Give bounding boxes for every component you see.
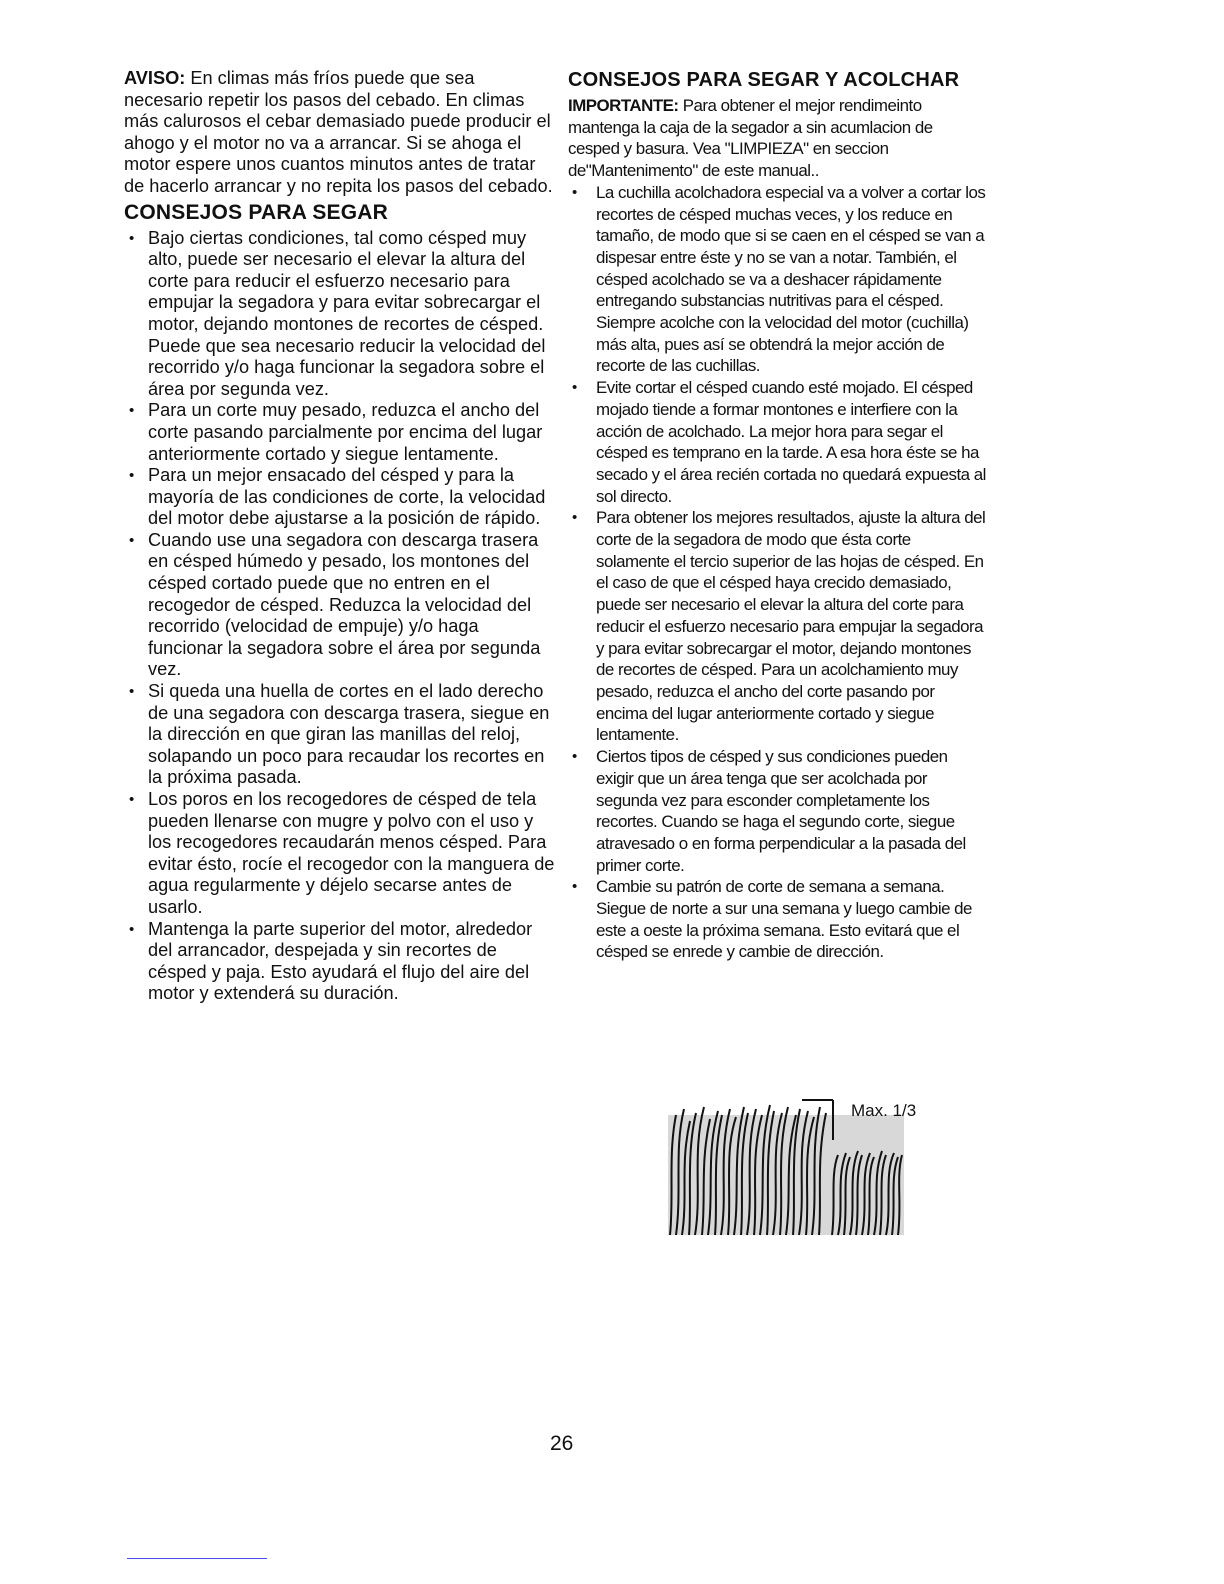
list-item: • Mantenga la parte superior del motor, alrededor del arrancador, despejada y sin recortes de césped y paja. Esto ayudará el flujo del aire del motor y extenderá su duración. bbox=[124, 919, 556, 1005]
mulching-tips-heading: CONSEJOS PARA SEGAR Y ACOLCHAR bbox=[568, 69, 960, 91]
important-paragraph bbox=[568, 95, 988, 182]
list-item: • Los poros en los recogedores de césped de tela pueden llenarse con mugre y polvo con el uso y los recogedores recaudarán menos césped. Para evitar ésto, rocíe el recogedor con la manguera de agua regularmente y déjelo secarse antes de usarlo. bbox=[124, 789, 556, 919]
list-item: • Cuando use una segadora con descarga trasera en césped húmedo y pesado, los montones del césped cortado puede que no entren en el recogedor de césped. Reduzca la velocidad del recorrido (velocidad de empuje) y/o haga funcionar la segadora sobre el área por segunda vez. bbox=[124, 530, 556, 681]
list-item: • Cambie su patrón de corte de semana a semana. Siegue de norte a sur una semana y luego cambie de este a oeste la próxima semana. Esto evitará que el césped se enrede y cambie de dirección. bbox=[568, 876, 988, 963]
list-item: • Bajo ciertas condiciones, tal como césped muy alto, puede ser necesario el elevar la altura del corte para reducir el esfuerzo necesario para empujar la segadora y para evitar sobrecargar el motor, dejando montones de recortes de césped. Puede que sea necesario reducir la velocidad del recorrido y/o haga funcionar la segadora sobre el área por segunda vez. bbox=[124, 228, 556, 401]
list-item: • Evite cortar el césped cuando esté mojado. El césped mojado tiende a formar montones e interfiere con la acción de acolchado. La mejor hora para segar el césped es temprano en la tarde. A esa hora éste se ha secado y el área recién cortada no quedará expuesta al sol directo. bbox=[568, 377, 988, 507]
list-item: • Ciertos tipos de césped y sus condiciones pueden exigir que un área tenga que ser acolchada por segunda vez para esconder completamente los recortes. Cuando se haga el segundo corte, siegue atravesado o en forma perpendicular a la pasada del primer corte. bbox=[568, 746, 988, 876]
mulching-tips-list bbox=[568, 182, 988, 963]
list-item: • Para un mejor ensacado del césped y para la mayoría de las condiciones de corte, la velocidad del motor debe ajustarse a la posición de rápido. bbox=[124, 465, 556, 530]
list-item: • La cuchilla acolchadora especial va a volver a cortar los recortes de césped muchas veces, y los reduce en tamaño, de modo que si se caen en el césped se van a dispesar entre éste y no se van a notar. También, el césped acolchado se va a deshacer rápidamente entregando substancias nutritivas para el césped. Siempre acolche con la velocidad del motor (cuchilla) más alta, pues así se obtendrá la mejor acción de recorte de las cuchillas. bbox=[568, 182, 988, 377]
max-one-third-label: Max. 1/3 bbox=[851, 1101, 917, 1120]
mowing-tips-heading: CONSEJOS PARA SEGAR bbox=[124, 200, 389, 224]
left-column bbox=[124, 68, 556, 1005]
important-text: Para obtener el mejor rendimeinto mantenga la caja de la segador a sin acumlacion de cesped y basura. Vea "LIMPIEZA" en seccion de"Mantenimento" de este manual.. bbox=[568, 96, 933, 181]
important-label: IMPORTANTE: bbox=[568, 96, 679, 115]
list-item: • Para obtener los mejores resultados, ajuste la altura del corte de la segadora de modo que ésta corte solamente el tercio superior de las hojas de césped. En el caso de que el césped haya crecido demasiado, puede ser necesario el elevar la altura del corte para reducir el esfuerzo necesario para empujar la segadora y para evitar sobrecargar el motor, dejando montones de recortes de césped. Para un acolchamiento muy pesado, reduzca el ancho del corte pasando por encima del lugar anteriormente cortado y siegue lentamente. bbox=[568, 507, 988, 746]
aviso-paragraph bbox=[124, 68, 556, 198]
page-number: 26 bbox=[550, 1432, 574, 1455]
list-item: • Si queda una huella de cortes en el lado derecho de una segadora con descarga trasera, siegue en la dirección en que giran las manillas del reloj, solapando un poco para recaudar los recortes en la próxima pasada. bbox=[124, 681, 556, 789]
footer-rule bbox=[127, 1558, 267, 1559]
right-column bbox=[568, 68, 988, 963]
list-item: • Para un corte muy pesado, reduzca el ancho del corte pasando parcialmente por encima del lugar anteriormente cortado y siegue lentamente. bbox=[124, 400, 556, 465]
aviso-text: En climas más fríos puede que sea necesario repetir los pasos del cebado. En climas más calurosos el cebar demasiado puede producir el ahogo y el motor no va a arrancar. Si se ahoga el motor espere unos cuantos minutos antes de tratar de hacerlo arrancar y no repita los pasos del cebado. bbox=[124, 68, 553, 196]
mowing-tips-list bbox=[124, 228, 556, 1005]
aviso-label: AVISO: bbox=[124, 68, 186, 88]
